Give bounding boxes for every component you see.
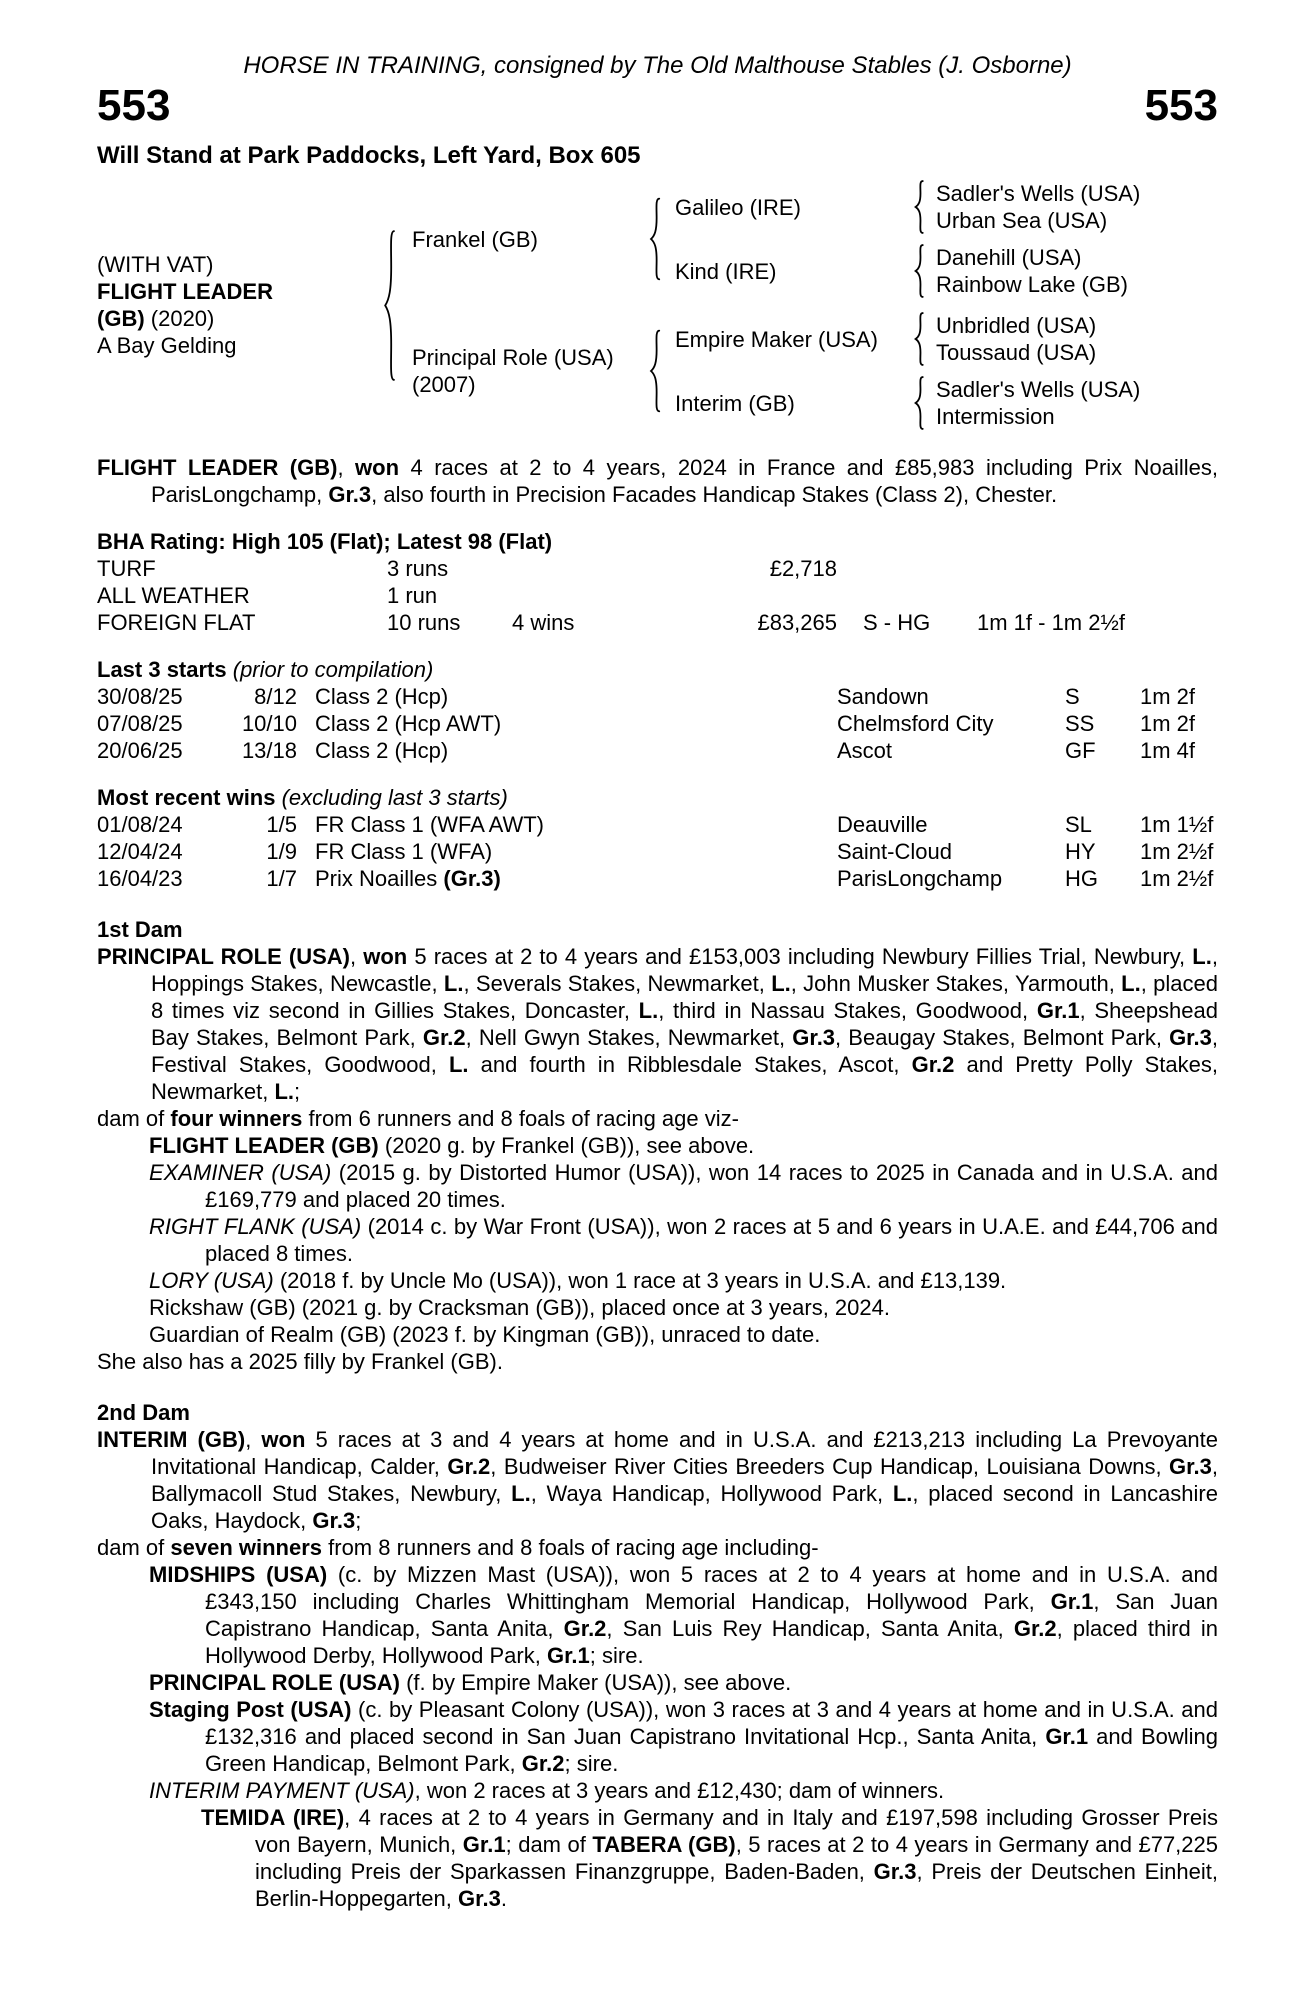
start-date: 30/08/25 xyxy=(97,684,183,709)
progeny-entry: LORY (USA) (2018 f. by Uncle Mo (USA)), won 1 race at 3 years in U.S.A. and £13,139. xyxy=(149,1268,1007,1293)
second-dam-record: INTERIM (GB), won 5 races at 3 and 4 years at home and in U.S.A. and £213,213 including La Prevoyante Invitational Handicap, Calder, Gr.2, Budweiser River Cities Breeders Cup Handicap, Louisiana Downs, Gr.3, Ballymacoll Stud Stakes, Newbury, L., Waya Handicap, Hollywood Park, L., placed second in Lancashire Oaks, Haydock, Gr.3; xyxy=(97,1427,1219,1533)
start-date: 20/06/25 xyxy=(97,738,183,763)
rating-distance-range xyxy=(977,555,1218,582)
consignor-line: HORSE IN TRAINING, consigned by The Old Malthouse Stables (J. Osborne) xyxy=(243,52,1072,79)
first-dam-produce-intro: dam of four winners from 6 runners and 8 foals of racing age viz- xyxy=(97,1106,739,1131)
start-position: 13/18 xyxy=(241,738,297,763)
dam-name-line2: (2007) xyxy=(412,372,476,397)
win-position: 1/7 xyxy=(266,866,297,891)
win-date: 16/04/23 xyxy=(97,866,183,891)
start-going: GF xyxy=(1065,738,1096,763)
horse-suffix-year: (GB) (2020) xyxy=(97,306,215,331)
great-grandparent-name: Urban Sea (USA) xyxy=(936,208,1108,233)
progeny-entry: Guardian of Realm (GB) (2023 f. by Kingman (GB)), unraced to date. xyxy=(149,1322,821,1347)
pedigree-subject xyxy=(97,251,382,359)
start-course: Ascot xyxy=(837,738,893,763)
lot-number-left: 553 xyxy=(97,81,171,130)
grandparent-row xyxy=(663,376,1140,430)
bha-rating-heading: BHA Rating: High 105 (Flat); Latest 98 (Flat) xyxy=(97,529,553,554)
win-going: SL xyxy=(1065,812,1092,837)
win-distance: 1m 2½f xyxy=(1140,866,1214,891)
rating-runs: 1 run xyxy=(387,583,438,608)
great-grandparent-name: Rainbow Lake (GB) xyxy=(936,272,1128,297)
rating-distance-range: 1m 1f - 1m 2½f xyxy=(977,610,1125,635)
first-dam-record: PRINCIPAL ROLE (USA), won 5 races at 2 to 4 years and £153,003 including Newbury Fillies Trial, Newbury, L., Hoppings Stakes, Newcastle, L., Severals Stakes, Newmarket, L., John Musker Stakes, Yarmouth, L., placed 8 times viz second in Gillies Stakes, Doncaster, L., third in Nassau Stakes, Goodwood, Gr.1, Sheepshead Bay Stakes, Belmont Park, Gr.2, Nell Gwyn Stakes, Newmarket, Gr.3, Beaugay Stakes, Belmont Park, Gr.3, Festival Stakes, Goodwood, L. and fourth in Ribblesdale Stakes, Ascot, Gr.2 and Pretty Polly Stakes, Newmarket, L.; xyxy=(97,944,1219,1104)
grandparent-row xyxy=(663,312,1140,366)
progeny-sub-entry: TEMIDA (IRE), 4 races at 2 to 4 years in Germany and in Italy and £197,598 including Grosser Preis von Bayern, Munich, Gr.1; dam of TABERA (GB), 5 races at 2 to 4 years in Germany and £77,225 including Preis der Sparkassen Finanzgruppe, Baden-Baden, Gr.3, Preis der Deutschen Einheit, Berlin-Hoppegarten, Gr.3. xyxy=(201,1805,1219,1911)
race-record-summary: FLIGHT LEADER (GB), won 4 races at 2 to 4 years, 2024 in France and £85,983 including Prix Noailles, ParisLongchamp, Gr.3, also fourth in Precision Facades Handicap Stakes (Class 2), Chester. xyxy=(97,455,1218,507)
rating-earnings: £83,265 xyxy=(757,610,837,635)
win-distance: 1m 2½f xyxy=(1140,839,1214,864)
stand-location: Will Stand at Park Paddocks, Left Yard, Box 605 xyxy=(97,142,641,169)
start-race: Class 2 (Hcp) xyxy=(315,738,449,763)
win-distance: 1m 1½f xyxy=(1140,812,1214,837)
start-going: SS xyxy=(1065,711,1095,736)
progeny-entry: RIGHT FLANK (USA) (2014 c. by War Front (USA)), won 2 races at 5 and 6 years in U.A.E. and £44,706 and placed 8 times. xyxy=(149,1214,1218,1266)
rating-wins: 4 wins xyxy=(512,610,575,635)
dam-sire-name: Empire Maker (USA) xyxy=(675,326,878,352)
recent-wins-heading: Most recent wins (excluding last 3 starts) xyxy=(97,785,508,810)
dam-brace-icon xyxy=(648,329,663,413)
lot-number-right: 553 xyxy=(1144,81,1218,130)
win-position: 1/5 xyxy=(266,812,297,837)
start-course: Sandown xyxy=(837,684,929,709)
rating-runs: 10 runs xyxy=(387,610,461,635)
progeny-entry: MIDSHIPS (USA) (c. by Mizzen Mast (USA)), won 5 races at 2 to 4 years at home and in U.S.A. and £343,150 including Charles Whittingham Memorial Handicap, Hollywood Park, Gr.1, San Juan Capistrano Handicap, Santa Anita, Gr.2, San Luis Rey Handicap, Santa Anita, Gr.2, placed third in Hollywood Derby, Hollywood Park, Gr.1; sire. xyxy=(149,1562,1219,1668)
pedigree-brace-icon xyxy=(382,228,398,383)
start-position: 10/10 xyxy=(241,711,297,736)
dam-branch xyxy=(398,312,1140,430)
rating-surface: ALL WEATHER xyxy=(97,583,250,608)
start-position: 8/12 xyxy=(254,684,297,709)
great-grandparent-name: Intermission xyxy=(936,404,1055,429)
horse-description: A Bay Gelding xyxy=(97,333,237,358)
great-grandparent-name: Sadler's Wells (USA) xyxy=(936,181,1141,206)
great-grandparent-name: Danehill (USA) xyxy=(936,245,1082,270)
second-dam-produce-intro: dam of seven winners from 8 runners and 8 foals of racing age including- xyxy=(97,1535,819,1560)
progeny-entry: EXAMINER (USA) (2015 g. by Distorted Humor (USA)), won 14 races to 2025 in Canada and in U.S.A. and £169,779 and placed 20 times. xyxy=(149,1160,1218,1212)
last-starts-heading: Last 3 starts (prior to compilation) xyxy=(97,657,434,682)
dam-name xyxy=(398,344,648,398)
start-date: 07/08/25 xyxy=(97,711,183,736)
win-going: HG xyxy=(1065,866,1098,891)
great-grandparent-name: Unbridled (USA) xyxy=(936,313,1097,338)
start-race: Class 2 (Hcp) xyxy=(315,684,449,709)
last-starts-table xyxy=(97,683,1218,764)
rating-going-range xyxy=(837,582,977,609)
vat-note: (WITH VAT) xyxy=(97,252,214,277)
sire-dam-name: Kind (IRE) xyxy=(675,258,777,284)
progeny-entry: PRINCIPAL ROLE (USA) (f. by Empire Maker (USA)), see above. xyxy=(149,1670,792,1695)
first-dam-note: She also has a 2025 filly by Frankel (GB). xyxy=(97,1349,503,1374)
rating-surface: TURF xyxy=(97,556,156,581)
rating-earnings: £2,718 xyxy=(769,556,837,581)
rating-going-range xyxy=(837,555,977,582)
win-position: 1/9 xyxy=(266,839,297,864)
great-grandparent-pair xyxy=(926,244,1128,298)
great-grandparent-pair xyxy=(926,180,1140,234)
first-dam-heading: 1st Dam xyxy=(97,917,183,942)
second-dam-heading: 2nd Dam xyxy=(97,1400,190,1425)
dam-grandparents xyxy=(663,312,1140,430)
win-race: FR Class 1 (WFA) xyxy=(315,839,493,864)
win-course: Saint-Cloud xyxy=(837,839,952,864)
pedigree-table xyxy=(97,180,1218,430)
dam-dam-name: Interim (GB) xyxy=(675,390,795,416)
progeny-entry: Rickshaw (GB) (2021 g. by Cracksman (GB)), placed once at 3 years, 2024. xyxy=(149,1295,890,1320)
win-going: HY xyxy=(1065,839,1096,864)
great-grandparent-name: Toussaud (USA) xyxy=(936,340,1097,365)
rating-runs: 3 runs xyxy=(387,556,449,581)
sire-sire-name: Galileo (IRE) xyxy=(675,194,801,220)
rating-wins xyxy=(512,582,637,609)
pair-brace-icon xyxy=(913,180,926,234)
pair-brace-icon xyxy=(913,312,926,366)
great-grandparent-pair xyxy=(926,376,1140,430)
grandparent-row xyxy=(663,180,1140,234)
grandparent-row xyxy=(663,244,1140,298)
win-date: 12/04/24 xyxy=(97,839,183,864)
horse-name: FLIGHT LEADER xyxy=(97,279,273,304)
start-distance: 1m 2f xyxy=(1140,684,1196,709)
sire-name: Frankel (GB) xyxy=(412,226,538,252)
rating-surface: FOREIGN FLAT xyxy=(97,610,256,635)
sire-brace-icon xyxy=(648,197,663,281)
great-grandparent-name: Sadler's Wells (USA) xyxy=(936,377,1141,402)
start-going: S xyxy=(1065,684,1080,709)
sire-branch xyxy=(398,180,1140,298)
lot-number-row xyxy=(97,82,1218,130)
rating-going-range: S - HG xyxy=(863,610,931,635)
win-race: Prix Noailles (Gr.3) xyxy=(315,866,501,891)
win-date: 01/08/24 xyxy=(97,812,183,837)
rating-table xyxy=(97,555,1218,636)
pair-brace-icon xyxy=(913,244,926,298)
dam-name-line1: Principal Role (USA) xyxy=(412,345,614,370)
rating-earnings xyxy=(637,582,837,609)
rating-wins xyxy=(512,555,637,582)
rating-distance-range xyxy=(977,582,1218,609)
pedigree-parents xyxy=(398,180,1140,430)
great-grandparent-pair xyxy=(926,312,1096,366)
sire-grandparents xyxy=(663,180,1140,298)
start-course: Chelmsford City xyxy=(837,711,994,736)
progeny-entry: INTERIM PAYMENT (USA), won 2 races at 3 years and £12,430; dam of winners. xyxy=(149,1778,945,1803)
start-distance: 1m 2f xyxy=(1140,711,1196,736)
win-course: ParisLongchamp xyxy=(837,866,1003,891)
start-distance: 1m 4f xyxy=(1140,738,1196,763)
start-race: Class 2 (Hcp AWT) xyxy=(315,711,502,736)
recent-wins-table xyxy=(97,811,1218,892)
progeny-entry: FLIGHT LEADER (GB) (2020 g. by Frankel (GB)), see above. xyxy=(149,1133,755,1158)
win-race: FR Class 1 (WFA AWT) xyxy=(315,812,544,837)
win-course: Deauville xyxy=(837,812,928,837)
pair-brace-icon xyxy=(913,376,926,430)
progeny-entry: Staging Post (USA) (c. by Pleasant Colony (USA)), won 3 races at 3 and 4 years at home and in U.S.A. and £132,316 and placed second in San Juan Capistrano Invitational Hcp., Santa Anita, Gr.1 and Bowling Green Handicap, Belmont Park, Gr.2; sire. xyxy=(149,1697,1218,1776)
